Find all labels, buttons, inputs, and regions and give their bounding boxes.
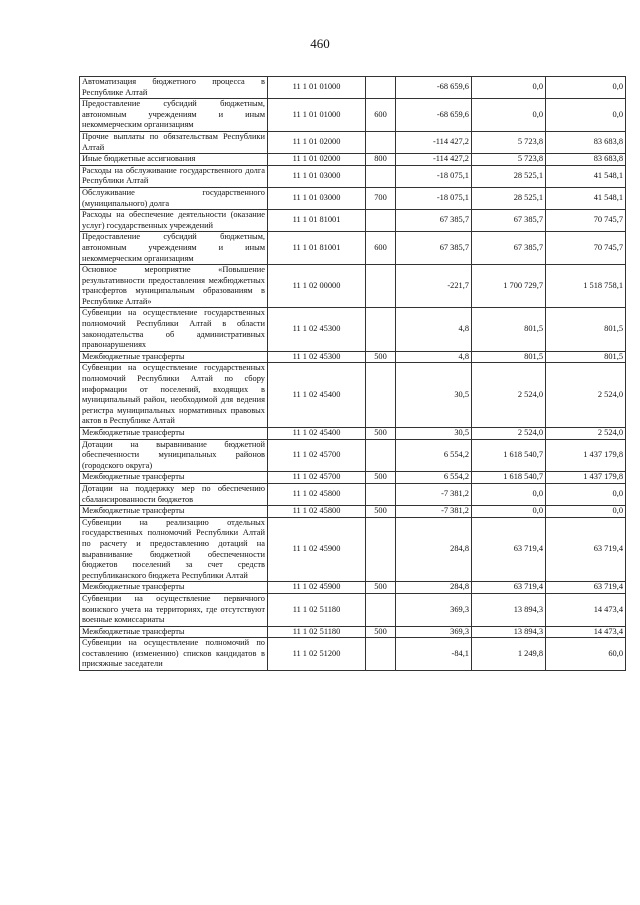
row-name: Субвенции на осуществление первичного воинского учета на территориях, где отсутствуют военные комиссариаты	[80, 593, 268, 626]
row-code: 11 1 02 45800	[268, 483, 366, 505]
table-row	[80, 582, 626, 594]
row-name: Предоставление субсидий бюджетным, автономным учреждениям и иным некоммерческим организациям	[80, 99, 268, 132]
row-amount-3: 83 683,8	[546, 131, 626, 153]
row-name: Межбюджетные трансферты	[80, 582, 268, 594]
table-row	[80, 165, 626, 187]
table-row	[80, 232, 626, 265]
row-amount-3: 70 745,7	[546, 232, 626, 265]
row-code: 11 1 01 81001	[268, 232, 366, 265]
row-expense-type	[366, 593, 396, 626]
row-amount-3: 60,0	[546, 638, 626, 671]
row-amount-1: -7 381,2	[396, 483, 472, 505]
row-expense-type	[366, 77, 396, 99]
row-expense-type: 500	[366, 506, 396, 518]
row-amount-1: 369,3	[396, 626, 472, 638]
row-amount-3: 14 473,4	[546, 626, 626, 638]
row-code: 11 1 02 00000	[268, 265, 366, 308]
row-amount-3: 63 719,4	[546, 517, 626, 582]
table-row	[80, 154, 626, 166]
row-name: Иные бюджетные ассигнования	[80, 154, 268, 166]
row-amount-2: 1 618 540,7	[472, 439, 546, 472]
table-row	[80, 99, 626, 132]
row-name: Расходы на обеспечение деятельности (оказание услуг) государственных учреждений	[80, 210, 268, 232]
row-amount-3: 1 518 758,1	[546, 265, 626, 308]
row-name: Дотации на выравнивание бюджетной обеспеченности муниципальных районов (городского округа)	[80, 439, 268, 472]
row-amount-1: 4,8	[396, 308, 472, 351]
table-row	[80, 351, 626, 363]
row-name: Субвенции на осуществление государственных полномочий Республики Алтай в области законодательства об административных правонарушениях	[80, 308, 268, 351]
row-expense-type	[366, 363, 396, 428]
table-row	[80, 308, 626, 351]
row-amount-2: 63 719,4	[472, 582, 546, 594]
row-amount-3: 83 683,8	[546, 154, 626, 166]
row-name: Автоматизация бюджетного процесса в Республике Алтай	[80, 77, 268, 99]
row-amount-1: 30,5	[396, 363, 472, 428]
row-amount-2: 801,5	[472, 351, 546, 363]
row-amount-1: 67 385,7	[396, 232, 472, 265]
row-amount-3: 1 437 179,8	[546, 439, 626, 472]
row-amount-2: 0,0	[472, 99, 546, 132]
row-amount-1: -84,1	[396, 638, 472, 671]
row-amount-3: 1 437 179,8	[546, 472, 626, 484]
row-amount-1: -18 075,1	[396, 165, 472, 187]
row-code: 11 1 01 01000	[268, 77, 366, 99]
row-amount-3: 14 473,4	[546, 593, 626, 626]
row-code: 11 1 01 02000	[268, 154, 366, 166]
row-amount-3: 0,0	[546, 99, 626, 132]
row-code: 11 1 01 03000	[268, 187, 366, 209]
row-code: 11 1 01 03000	[268, 165, 366, 187]
row-amount-2: 13 894,3	[472, 593, 546, 626]
table-row	[80, 439, 626, 472]
table-row	[80, 363, 626, 428]
table-row	[80, 483, 626, 505]
row-expense-type: 500	[366, 582, 396, 594]
table-row	[80, 265, 626, 308]
row-amount-1: -18 075,1	[396, 187, 472, 209]
table-row	[80, 77, 626, 99]
row-amount-1: -7 381,2	[396, 506, 472, 518]
row-expense-type: 800	[366, 154, 396, 166]
row-code: 11 1 02 45900	[268, 517, 366, 582]
row-name: Межбюджетные трансферты	[80, 428, 268, 440]
row-amount-3: 70 745,7	[546, 210, 626, 232]
table-row	[80, 506, 626, 518]
row-name: Межбюджетные трансферты	[80, 506, 268, 518]
table-row	[80, 428, 626, 440]
row-expense-type	[366, 483, 396, 505]
row-name: Предоставление субсидий бюджетным, автономным учреждениям и иным некоммерческим организациям	[80, 232, 268, 265]
row-expense-type: 600	[366, 99, 396, 132]
row-amount-2: 1 249,8	[472, 638, 546, 671]
row-code: 11 1 01 02000	[268, 131, 366, 153]
row-expense-type	[366, 439, 396, 472]
row-expense-type: 500	[366, 472, 396, 484]
row-code: 11 1 02 45700	[268, 472, 366, 484]
row-code: 11 1 02 45400	[268, 363, 366, 428]
row-name: Субвенции на осуществление государственных полномочий Республики Алтай по сбору информации от поселений, входящих в муниципальный район, необходимой для ведения регистра муниципальных нормативных правовых актов в Республике Алтай	[80, 363, 268, 428]
row-code: 11 1 02 45700	[268, 439, 366, 472]
row-name: Межбюджетные трансферты	[80, 472, 268, 484]
row-code: 11 1 02 45400	[268, 428, 366, 440]
row-expense-type: 500	[366, 626, 396, 638]
row-expense-type: 500	[366, 351, 396, 363]
row-expense-type: 600	[366, 232, 396, 265]
row-amount-1: -68 659,6	[396, 77, 472, 99]
row-code: 11 1 02 45300	[268, 308, 366, 351]
table-row	[80, 626, 626, 638]
row-amount-3: 41 548,1	[546, 187, 626, 209]
row-amount-2: 13 894,3	[472, 626, 546, 638]
table-row	[80, 131, 626, 153]
row-amount-3: 0,0	[546, 77, 626, 99]
row-name: Межбюджетные трансферты	[80, 626, 268, 638]
table-row	[80, 638, 626, 671]
row-amount-3: 801,5	[546, 351, 626, 363]
row-amount-2: 28 525,1	[472, 187, 546, 209]
row-amount-3: 801,5	[546, 308, 626, 351]
row-code: 11 1 02 51180	[268, 626, 366, 638]
table-row	[80, 210, 626, 232]
row-amount-1: 284,8	[396, 582, 472, 594]
row-name: Межбюджетные трансферты	[80, 351, 268, 363]
row-expense-type: 700	[366, 187, 396, 209]
row-amount-2: 801,5	[472, 308, 546, 351]
page-number: 460	[310, 36, 330, 51]
row-expense-type	[366, 308, 396, 351]
row-amount-3: 0,0	[546, 506, 626, 518]
row-code: 11 1 01 81001	[268, 210, 366, 232]
table-row	[80, 472, 626, 484]
row-amount-1: 6 554,2	[396, 439, 472, 472]
row-amount-2: 5 723,8	[472, 154, 546, 166]
row-amount-3: 41 548,1	[546, 165, 626, 187]
row-expense-type	[366, 131, 396, 153]
table-row	[80, 517, 626, 582]
row-expense-type	[366, 210, 396, 232]
row-amount-1: 369,3	[396, 593, 472, 626]
row-name: Обслуживание государственного (муниципального) долга	[80, 187, 268, 209]
row-code: 11 1 02 45300	[268, 351, 366, 363]
row-amount-2: 2 524,0	[472, 363, 546, 428]
row-name: Субвенции на реализацию отдельных государственных полномочий Республики Алтай по расчету и предоставлению дотаций на выравнивание бюджетной обеспеченности бюджетов поселений за счет средств республиканского бюджета Республики Алтай	[80, 517, 268, 582]
row-amount-2: 0,0	[472, 506, 546, 518]
row-expense-type	[366, 165, 396, 187]
row-amount-1: 30,5	[396, 428, 472, 440]
row-amount-3: 2 524,0	[546, 428, 626, 440]
row-amount-3: 0,0	[546, 483, 626, 505]
row-amount-1: -114 427,2	[396, 131, 472, 153]
row-amount-1: -114 427,2	[396, 154, 472, 166]
row-code: 11 1 02 45900	[268, 582, 366, 594]
row-amount-2: 5 723,8	[472, 131, 546, 153]
row-amount-3: 2 524,0	[546, 363, 626, 428]
budget-table	[79, 76, 626, 671]
row-expense-type	[366, 517, 396, 582]
row-code: 11 1 02 45800	[268, 506, 366, 518]
row-amount-1: 6 554,2	[396, 472, 472, 484]
row-name: Дотации на поддержку мер по обеспечению сбалансированности бюджетов	[80, 483, 268, 505]
row-name: Основное мероприятие «Повышение результативности предоставления межбюджетных трансфертов муниципальным образованиям в Республике Алтай»	[80, 265, 268, 308]
row-name: Прочие выплаты по обязательствам Республики Алтай	[80, 131, 268, 153]
row-amount-2: 67 385,7	[472, 232, 546, 265]
row-amount-1: 67 385,7	[396, 210, 472, 232]
table-row	[80, 593, 626, 626]
row-amount-2: 1 700 729,7	[472, 265, 546, 308]
table-row	[80, 187, 626, 209]
row-amount-2: 67 385,7	[472, 210, 546, 232]
row-amount-3: 63 719,4	[546, 582, 626, 594]
row-name: Субвенции на осуществление полномочий по составлению (изменению) списков кандидатов в присяжные заседатели	[80, 638, 268, 671]
row-amount-1: -68 659,6	[396, 99, 472, 132]
row-amount-1: -221,7	[396, 265, 472, 308]
row-amount-1: 4,8	[396, 351, 472, 363]
row-expense-type	[366, 265, 396, 308]
row-expense-type: 500	[366, 428, 396, 440]
row-amount-1: 284,8	[396, 517, 472, 582]
row-code: 11 1 02 51200	[268, 638, 366, 671]
row-name: Расходы на обслуживание государственного долга Республики Алтай	[80, 165, 268, 187]
row-amount-2: 0,0	[472, 483, 546, 505]
row-expense-type	[366, 638, 396, 671]
row-amount-2: 2 524,0	[472, 428, 546, 440]
row-code: 11 1 02 51180	[268, 593, 366, 626]
row-amount-2: 1 618 540,7	[472, 472, 546, 484]
row-amount-2: 63 719,4	[472, 517, 546, 582]
row-code: 11 1 01 01000	[268, 99, 366, 132]
row-amount-2: 0,0	[472, 77, 546, 99]
row-amount-2: 28 525,1	[472, 165, 546, 187]
